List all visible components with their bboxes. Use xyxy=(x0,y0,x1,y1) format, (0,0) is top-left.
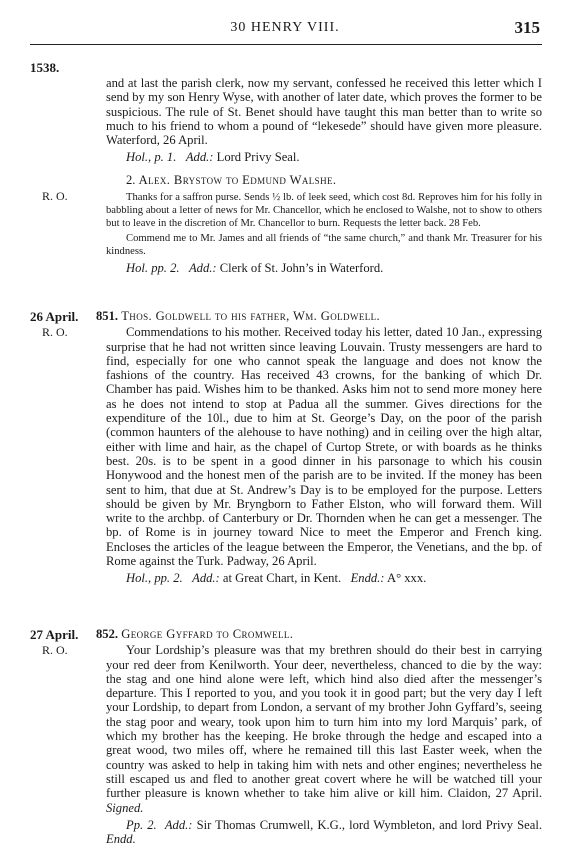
entry-number: 2. xyxy=(126,173,136,187)
add-label: Add.: xyxy=(164,817,193,832)
entry-title: Thos. Goldwell to his father, Wm. Goldwell. xyxy=(121,309,381,323)
entry-heading xyxy=(126,173,542,187)
repository-mark: R. O. xyxy=(42,643,68,657)
endorsement: Endd. xyxy=(106,832,136,847)
signed-mark: Signed. xyxy=(106,800,144,815)
pp-label: Pp. 2. xyxy=(126,817,157,832)
entry-postscript: Commend me to Mr. James and all friends of “the same church,” and thank Mr. Treasurer for his kindness. xyxy=(106,233,542,258)
entry-date: 27 April. xyxy=(30,627,79,642)
repository-mark: R. O. xyxy=(42,325,68,339)
hol-label: Hol., pp. 2. xyxy=(126,571,183,586)
address: Clerk of St. John’s in Waterford. xyxy=(219,261,384,276)
add-label: Add.: xyxy=(192,571,220,586)
entry-title: George Gyffard to Cromwell. xyxy=(121,627,294,641)
hol-label: Hol., p. 1. xyxy=(126,150,177,165)
entry-title: Alex. Brystow to Edmund Walshe. xyxy=(138,173,337,187)
continuation-note xyxy=(126,150,542,164)
entry-note xyxy=(126,261,542,275)
entry-2 xyxy=(30,173,542,276)
add-label: Add.: xyxy=(188,261,217,276)
entry-text: Thanks for a saffron purse. Sends ½ lb. of leek seed, which cost 8d. Reproves him for his folly in babbling about a letter of news for Mr. Chancellor, which he enclosed to Walshe, not to show to others but to leave in the discretion of Mr. Chancellor to burn. Requests the letter back. 28 Feb. xyxy=(106,192,542,230)
add-label: Add.: xyxy=(185,150,214,165)
endorsement: A° xxx. xyxy=(386,571,427,586)
entry-heading xyxy=(96,627,542,641)
endd-label: Endd.: xyxy=(350,571,385,586)
entry-date: 26 April. xyxy=(30,309,79,324)
entry-text xyxy=(106,643,542,815)
address: Lord Privy Seal. xyxy=(216,150,300,165)
repository-mark: R. O. xyxy=(42,189,68,203)
address: Sir Thomas Crumwell, K.G., lord Wymbleton, and lord Privy Seal. xyxy=(196,817,543,832)
running-title: 30 HENRY VIII. xyxy=(230,20,340,35)
letter-body: Your Lordship’s pleasure was that my brethren should do their best in carrying your red deer from Kenilworth. Your deer, nevertheless, chanced to die by the way: the stag and one hind alone were left, which hind also died after the messenger’s departure. This I reported to you, and you took it in good part; but the very day I left your Lordship, to depart from London, a servant of my brother John Gyffard’s, seeing the stag poor and weary, took upon him to turn him into my lord Marquis’ park, of which my brother has the keeping. He broke through the hedge and escaped into a great wood, two miles off, where he remained till this last Easter week, when the country was asked to help in taking him with nets and other engines; nevertheless he still escaped us and fled to another great covert where he will be watched till your further pleasure is known whether to take him alive or kill him. Claidon, 27 April. xyxy=(106,643,542,801)
page-number: 315 xyxy=(514,18,540,37)
continuation-text: and at last the parish clerk, now my servant, confessed he received this letter which I send by my son Henry Wyse, with another of later date, which proves the former to be suspicious. The rule of St. Benet should have taught this man better than to write so much to his friend to whom a pound of “lekesede” should have given more pleasure. Waterford, 26 April. xyxy=(106,76,542,148)
entry-heading xyxy=(96,309,542,323)
hol-label: Hol. pp. 2. xyxy=(126,261,180,276)
entry-note xyxy=(106,818,542,847)
entry-number: 852. xyxy=(96,627,119,641)
running-header xyxy=(30,20,540,40)
continuation-block xyxy=(30,58,542,165)
address: at Great Chart, in Kent. xyxy=(222,571,342,586)
header-rule xyxy=(30,44,542,45)
entry-number: 851. xyxy=(96,309,119,323)
entry-note xyxy=(126,571,542,585)
entry-851 xyxy=(30,309,542,586)
year-marker: 1538. xyxy=(30,60,60,75)
entry-852 xyxy=(30,627,542,846)
entry-text: Commendations to his mother. Received today his letter, dated 10 Jan., expressing surprise that he had not written since leaving Louvain. Trusty messengers are hard to find, especially for one who cannot speak the language and does not know the fashions of the country. Has received 43 crowns, for the banking of which Dr. Chamber has paid. Wishes him to be thanked. Asks him not to send more money here as he does not intend to stop at Padua all the summer. Gives directions for the expenditure of the 10l., due to him at St. George’s Day, on the poor of the parish (common haunters of the alehouse to have nothing) and in ceiling over the high altar, either with lime and hair, as the chapel of Curtop Strete, or with boards as he thinks best. 20s. is to be spent in a good dinner in his parsonage to which his cousin Honywood and the honest men of the parish are to be invited. If the money has been sent to him, that due at St. Andrew’s Day is to be employed for the purpose. Letters should be given by Mr. Bryngborn to Father Elston, who will forward them. Will write to the archbp. of Canterbury or Dr. Thornden when he can get a messenger. The bp. of Rome is in journey toward Nice to meet the Emperor and French king. Encloses the articles of the league between the Emperor, the Venetians, and the bp. of Rome against the Turk. Padway, 26 April. xyxy=(106,325,542,569)
